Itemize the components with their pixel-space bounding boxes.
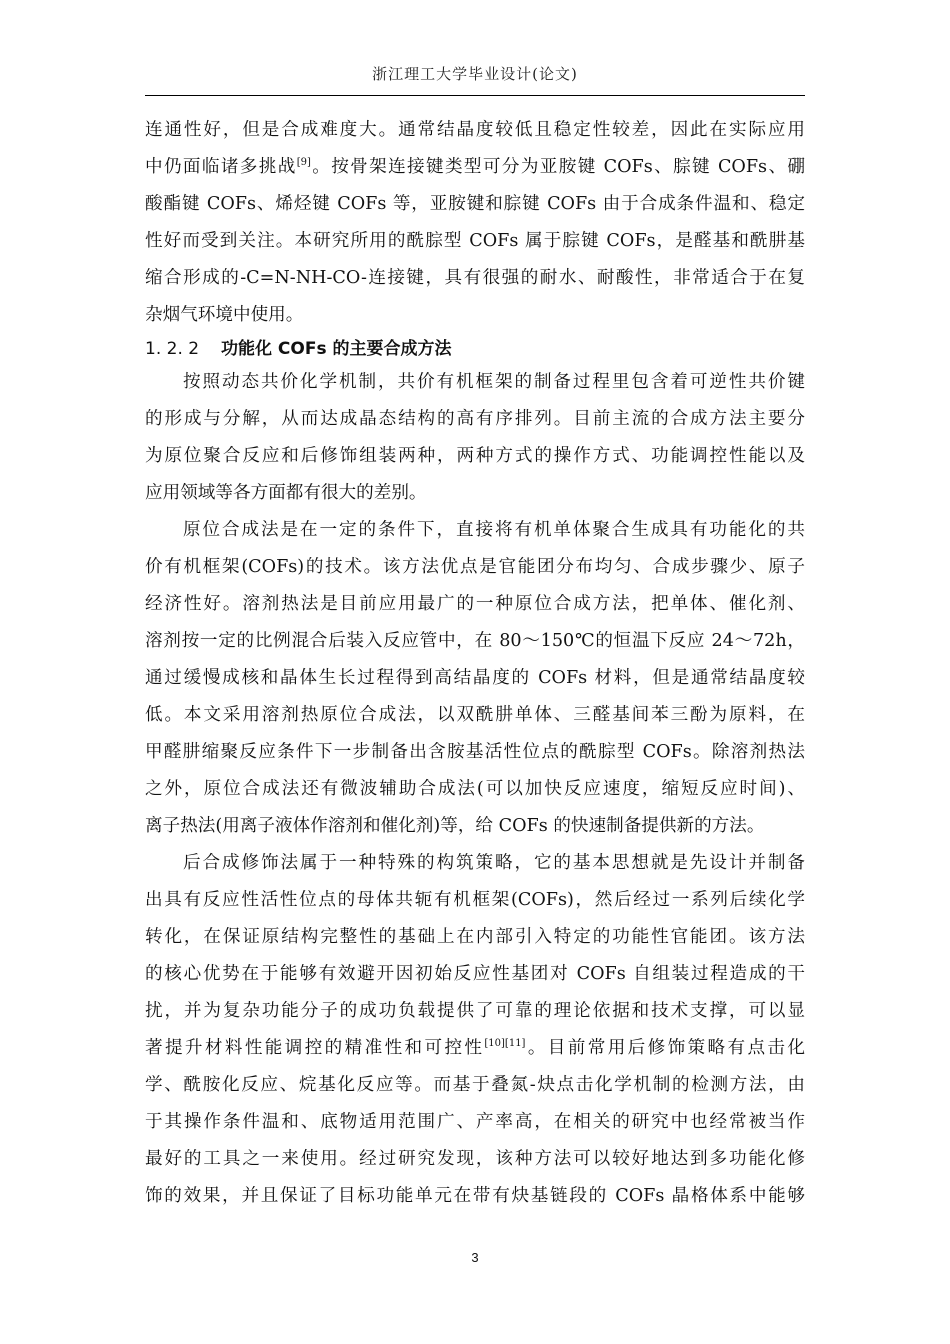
text-line: 酸酯键 COFs、烯烃键 COFs 等，亚胺键和腙键 COFs 由于合成条件温和、稳定 xyxy=(145,194,805,214)
text-line: 出具有反应性活性位点的母体共轭有机框架(COFs)，然后经过一系列后续化学 xyxy=(145,890,805,910)
section-number: 1. 2. 2 xyxy=(145,339,200,359)
text-line: 学、酰胺化反应、烷基化反应等。而基于叠氮-炔点击化学机制的检测方法，由 xyxy=(145,1075,805,1095)
text-line: 为原位聚合反应和后修饰组装两种，两种方式的操作方式、功能调控性能以及 xyxy=(145,446,805,466)
text-line: 著提升材料性能调控的精准性和可控性[10][11]。目前常用后修饰策略有点击化 xyxy=(145,1038,805,1058)
text-line: 于其操作条件温和、底物适用范围广、产率高，在相关的研究中也经常被当作 xyxy=(145,1112,805,1132)
text-line: 原位合成法是在一定的条件下，直接将有机单体聚合生成具有功能化的共 xyxy=(183,520,805,540)
section-title: 功能化 COFs 的主要合成方法 xyxy=(221,339,452,359)
text-line: 价有机框架(COFs)的技术。该方法优点是官能团分布均匀、合成步骤少、原子 xyxy=(145,557,805,577)
text-line: 连通性好，但是合成难度大。通常结晶度较低且稳定性较差，因此在实际应用 xyxy=(145,120,805,140)
page-number: 3 xyxy=(471,1250,479,1265)
section-heading xyxy=(145,334,805,364)
text-line: 通过缓慢成核和晶体生长过程得到高结晶度的 COFs 材料，但是通常结晶度较 xyxy=(145,668,805,688)
text-line: 离子热法(用离子液体作溶剂和催化剂)等，给 COFs 的快速制备提供新的方法。 xyxy=(145,816,765,836)
text-line: 按照动态共价化学机制，共价有机框架的制备过程里包含着可逆性共价键 xyxy=(183,372,805,392)
running-header: 浙江理工大学毕业设计(论文) xyxy=(372,65,578,83)
citation: [9] xyxy=(296,157,311,168)
text-line: 饰的效果，并且保证了目标功能单元在带有炔基链段的 COFs 晶格体系中能够 xyxy=(145,1186,805,1206)
text-line: 应用领域等各方面都有很大的差别。 xyxy=(145,483,427,503)
text-line: 最好的工具之一来使用。经过研究发现，该种方法可以较好地达到多功能化修 xyxy=(145,1149,805,1169)
text-line: 经济性好。溶剂热法是目前应用最广的一种原位合成方法，把单体、催化剂、 xyxy=(145,594,805,614)
text-line: 后合成修饰法属于一种特殊的构筑策略，它的基本思想就是先设计并制备 xyxy=(183,853,805,873)
text-line: 转化，在保证原结构完整性的基础上在内部引入特定的功能性官能团。该方法 xyxy=(145,927,805,947)
text-line: 的形成与分解，从而达成晶态结构的高有序排列。目前主流的合成方法主要分 xyxy=(145,409,805,429)
text-line: 之外，原位合成法还有微波辅助合成法(可以加快反应速度，缩短反应时间)、 xyxy=(145,779,805,799)
header-rule xyxy=(145,95,805,96)
citation: [10][11] xyxy=(484,1038,526,1049)
text-line: 性好而受到关注。本研究所用的酰腙型 COFs 属于腙键 COFs，是醛基和酰肼基 xyxy=(145,231,805,251)
text-line: 的核心优势在于能够有效避开因初始反应性基团对 COFs 自组装过程造成的干 xyxy=(145,964,805,984)
text-line: 低。本文采用溶剂热原位合成法，以双酰肼单体、三醛基间苯三酚为原料，在 xyxy=(145,705,805,725)
text-line: 甲醛肼缩聚反应条件下一步制备出含胺基活性位点的酰腙型 COFs。除溶剂热法 xyxy=(145,742,805,762)
body-text xyxy=(145,112,805,1215)
text-line: 溶剂按一定的比例混合后装入反应管中，在 80～150℃的恒温下反应 24～72h， xyxy=(145,631,805,651)
text-line: 中仍面临诸多挑战[9]。按骨架连接键类型可分为亚胺键 COFs、腙键 COFs、硼 xyxy=(145,157,805,177)
text-line: 杂烟气环境中使用。 xyxy=(145,305,304,325)
text-line: 扰，并为复杂功能分子的成功负载提供了可靠的理论依据和技术支撑，可以显 xyxy=(145,1001,805,1021)
text-line: 缩合形成的-C=N-NH-CO-连接键，具有很强的耐水、耐酸性，非常适合于在复 xyxy=(145,268,805,288)
